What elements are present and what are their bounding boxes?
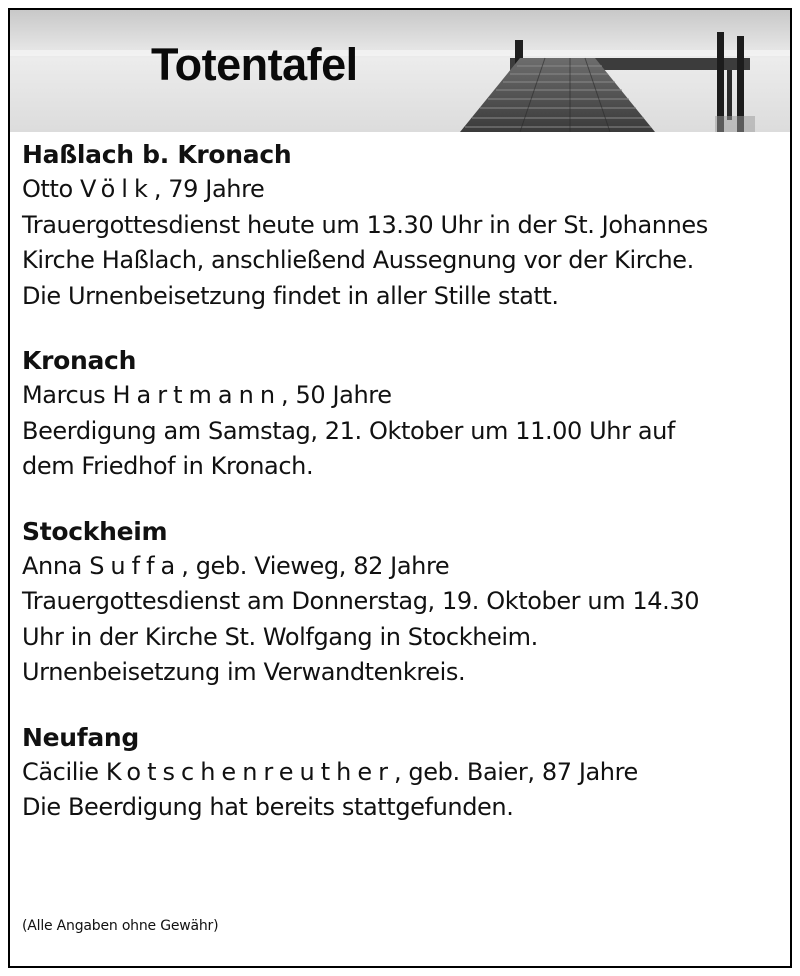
detail-line: Urnenbeisetzung im Verwandtenkreis. (22, 658, 466, 686)
first-name: Otto (22, 175, 73, 203)
last-name: Suffa (89, 551, 182, 580)
detail-line: Trauergottesdienst heute um 13.30 Uhr in der St. Johannes (22, 210, 708, 239)
name-details: , geb. Vieweg, 82 Jahre (181, 551, 450, 580)
header-banner (10, 10, 790, 132)
place-heading: Stockheim (22, 516, 168, 546)
obituary-list (22, 138, 784, 856)
jetty-lake-image (10, 10, 790, 132)
place-heading: Kronach (22, 346, 137, 375)
name-details: , 79 Jahre (153, 175, 265, 203)
detail-line: Die Urnenbeisetzung findet in aller Stille statt. (22, 281, 559, 310)
detail-line: Kirche Haßlach, anschließend Aussegnung vor der Kirche. (22, 246, 694, 274)
name-details: , geb. Baier, 87 Jahre (393, 757, 638, 786)
detail-line: Trauergottesdienst am Donnerstag, 19. Oktober um 14.30 (22, 587, 700, 615)
place-heading: Neufang (22, 722, 140, 752)
page-title: Totentafel (151, 39, 358, 90)
deceased-name (22, 549, 784, 585)
deceased-name (22, 755, 784, 791)
obituary-entry (22, 344, 784, 485)
first-name: Marcus (22, 381, 106, 409)
detail-line: Beerdigung am Samstag, 21. Oktober um 11.00 Uhr auf (22, 416, 675, 445)
obituary-entry (22, 138, 784, 314)
obituary-entry (22, 721, 784, 826)
detail-line: dem Friedhof in Kronach. (22, 452, 314, 480)
last-name: Völk (80, 175, 154, 203)
last-name: Kotschenreuther (105, 757, 394, 786)
name-details: , 50 Jahre (281, 381, 392, 409)
last-name: Hartmann (112, 381, 282, 409)
first-name: Cäcilie (22, 757, 99, 786)
deceased-name (22, 172, 784, 208)
place-heading: Haßlach b. Kronach (22, 140, 292, 169)
obituary-entry (22, 515, 784, 691)
disclaimer-note: (Alle Angaben ohne Gewähr) (22, 918, 219, 934)
detail-line: Uhr in der Kirche St. Wolfgang in Stockheim. (22, 622, 538, 651)
detail-line: Die Beerdigung hat bereits stattgefunden. (22, 793, 514, 821)
obituary-notice (8, 8, 792, 968)
first-name: Anna (22, 551, 82, 580)
deceased-name (22, 378, 784, 414)
